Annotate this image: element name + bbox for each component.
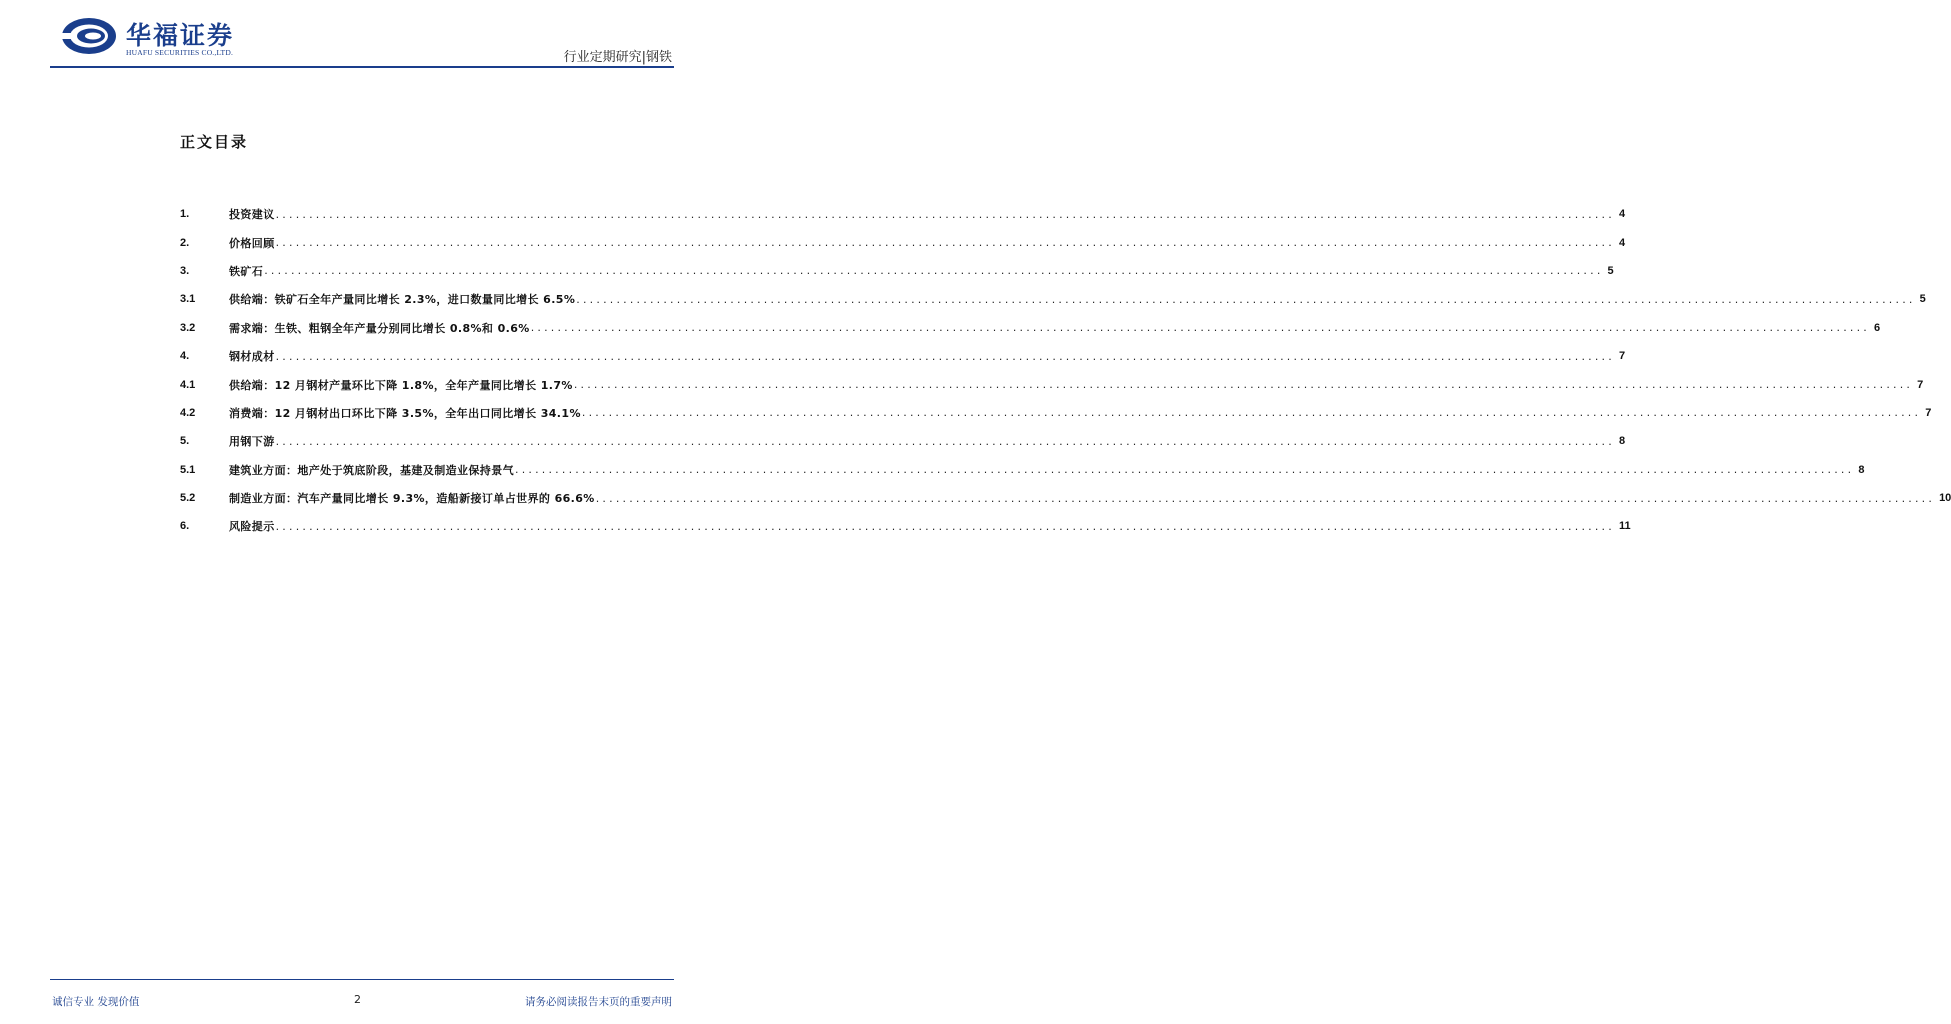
toc-number: 5.2 [180,492,196,505]
logo-english-name: HUAFU SECURITIES CO.,LTD. [126,48,234,57]
toc-number: 3.1 [180,293,196,306]
toc-page-number: 10 [1939,492,1951,505]
toc-title-text: 供给端：12 月钢材产量环比下降 1.8%，全年产量同比增长 1.7% [229,378,573,392]
toc-page-number: 7 [1618,350,1626,363]
toc-page-number: 8 [1858,463,1865,476]
toc-leader-dots: ........................................................................................................................................................................................................ [275,349,1615,363]
toc-row[interactable] [180,228,1626,256]
toc-number: 4.1 [180,378,196,391]
toc-title-text: 制造业方面：汽车产量同比增长 9.3%，造船新接订单占世界的 66.6% [229,492,595,506]
toc-page-number: 5 [1607,264,1614,277]
toc-leader-dots: ........................................................................................................................................................................................................ [275,434,1615,448]
toc-page-number: 11 [1618,520,1631,533]
footer-divider [50,979,674,980]
toc-leader-dots: ........................................................................................................................................................................................................ [581,406,1922,420]
toc-leader-dots: ........................................................................................................................................................................................................ [275,519,1615,533]
toc-leader-dots: ........................................................................................................................................................................................................ [275,207,1615,221]
toc-page-number: 7 [1917,378,1924,391]
toc-row[interactable] [180,427,1626,455]
toc-row[interactable] [180,257,1614,285]
huafu-logo-icon [60,16,118,56]
toc-title-text: 建筑业方面：地产处于筑底阶段，基建及制造业保持景气 [229,463,514,477]
toc-number: 4.2 [180,406,196,419]
logo-chinese-name: 华福证券 [126,21,235,50]
report-type-label: 行业定期研究|钢铁 [563,50,672,65]
toc-row[interactable] [180,285,1926,313]
toc-title: 正文目录 [180,133,249,151]
toc-number: 5. [180,435,190,448]
toc-page-number: 6 [1874,321,1881,334]
toc-title-text: 价格回顾 [229,236,275,250]
toc-number: 5.1 [180,463,196,476]
toc-number: 3.2 [180,321,196,334]
toc-row[interactable] [180,484,1951,512]
toc-row[interactable] [180,456,1865,484]
header-divider [50,66,674,68]
table-of-contents [180,200,1951,541]
toc-number: 3. [180,264,190,277]
toc-page-number: 4 [1618,208,1626,221]
toc-row[interactable] [180,512,1631,540]
toc-row[interactable] [180,200,1626,228]
toc-title-text: 用钢下游 [229,435,275,449]
footer-disclaimer: 请务必阅读报告末页的重要声明 [525,996,672,1008]
toc-leader-dots: ........................................................................................................................................................................................................ [595,491,1936,505]
toc-title-text: 消费端：12 月钢材出口环比下降 3.5%，全年出口同比增长 34.1% [229,406,581,420]
toc-title-text: 风险提示 [229,520,275,534]
toc-page-number: 4 [1618,236,1626,249]
toc-number: 6. [180,520,190,533]
toc-number: 2. [180,236,190,249]
toc-leader-dots: ........................................................................................................................................................................................................ [530,321,1871,335]
toc-row[interactable] [180,370,1924,398]
toc-leader-dots: ........................................................................................................................................................................................................ [576,292,1916,306]
toc-title-text: 钢材成材 [229,350,275,364]
page-number: 2 [354,993,361,1006]
company-logo [60,14,260,62]
toc-leader-dots: ........................................................................................................................................................................................................ [275,236,1615,250]
toc-page-number: 7 [1925,406,1932,419]
toc-title-text: 需求端：生铁、粗钢全年产量分别同比增长 0.8%和 0.6% [229,321,530,335]
toc-leader-dots: ........................................................................................................................................................................................................ [515,463,1855,477]
toc-row[interactable] [180,342,1626,370]
footer-slogan: 诚信专业 发现价值 [52,996,140,1008]
toc-leader-dots: ........................................................................................................................................................................................................ [264,264,1604,278]
toc-row[interactable] [180,399,1932,427]
toc-row[interactable] [180,314,1881,342]
toc-page-number: 5 [1919,293,1926,306]
toc-page-number: 8 [1618,435,1626,448]
toc-title-text: 供给端：铁矿石全年产量同比增长 2.3%，进口数量同比增长 6.5% [229,293,576,307]
toc-title-text: 铁矿石 [229,264,264,278]
toc-number: 4. [180,350,190,363]
toc-leader-dots: ........................................................................................................................................................................................................ [573,378,1914,392]
toc-number: 1. [180,208,190,221]
toc-title-text: 投资建议 [229,208,275,222]
